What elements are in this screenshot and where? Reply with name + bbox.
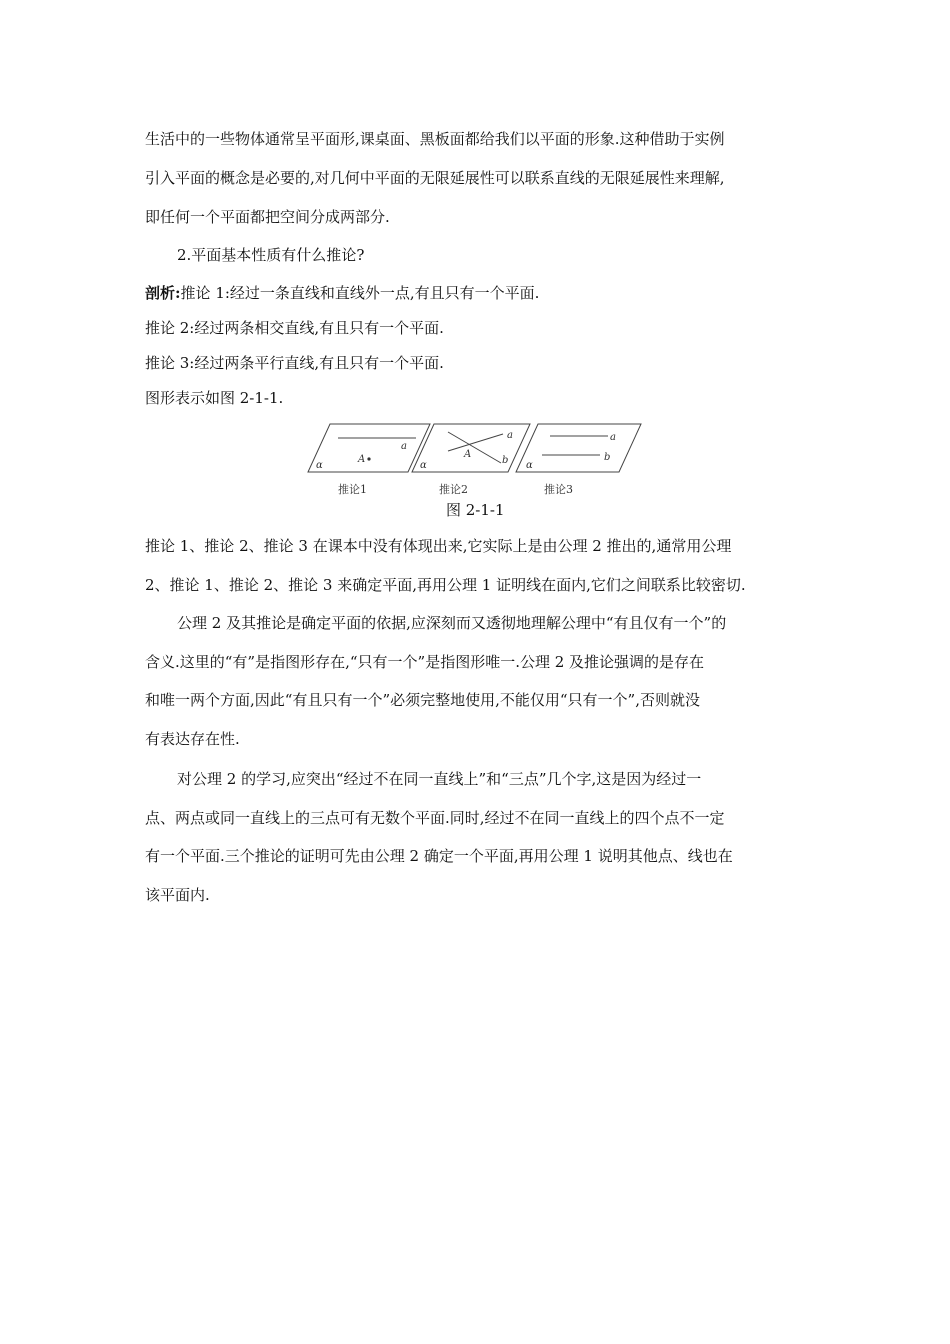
plane-1 (308, 424, 430, 472)
label-alpha-1: α (316, 460, 323, 471)
figure-caption: 图 2-1-1 (446, 501, 505, 519)
panel-name-3: 推论3 (544, 483, 573, 496)
paragraph-4-line-2: 点、两点或同一直线上的三点可有无数个平面.同时,经过不在同一直线上的四个点不一定 (145, 809, 725, 827)
label-alpha-3: α (526, 460, 533, 471)
paragraph-3-line-2: 含义.这里的“有”是指图形存在,“只有一个”是指图形唯一.公理 2 及推论强调的是存在 (145, 653, 705, 671)
label-a-3: a (610, 432, 616, 443)
label-A-2: A (464, 449, 472, 460)
paragraph-3-line-4: 有表达存在性. (145, 730, 240, 748)
corollary-diagram (300, 416, 645, 504)
paragraph-4-line-1: 对公理 2 的学习,应突出“经过不在同一直线上”和“三点”几个字,这是因为经过一 (177, 770, 702, 788)
paragraph-2-line-2: 2、推论 1、推论 2、推论 3 来确定平面,再用公理 1 证明线在面内,它们之间联系比较密切. (145, 576, 746, 594)
point-A-1 (367, 457, 370, 460)
figure-reference: 图形表示如图 2-1-1. (145, 389, 284, 407)
panel-corollary-3 (516, 424, 641, 472)
panel-name-2: 推论2 (439, 483, 468, 496)
paragraph-4-line-3: 有一个平面.三个推论的证明可先由公理 2 确定一个平面,再用公理 1 说明其他点、线也在 (145, 847, 733, 865)
corollary-figure (300, 416, 645, 504)
paragraph-1-line-2: 引入平面的概念是必要的,对几何中平面的无限延展性可以联系直线的无限延展性来理解, (145, 169, 725, 187)
paragraph-1-line-3: 即任何一个平面都把空间分成两部分. (145, 208, 390, 226)
label-A-1: A (358, 454, 366, 465)
plane-3 (516, 424, 641, 472)
label-a-2: a (507, 430, 513, 441)
analysis-label: 剖析: (145, 284, 181, 302)
label-b-2: b (502, 455, 509, 466)
corollary-3: 推论 3:经过两条平行直线,有且只有一个平面. (145, 354, 444, 372)
analysis-line (145, 283, 810, 303)
paragraph-2-line-1: 推论 1、推论 2、推论 3 在课本中没有体现出来,它实际上是由公理 2 推出的,通常用公理 (145, 537, 732, 555)
paragraph-3-line-1: 公理 2 及其推论是确定平面的依据,应深刻而又透彻地理解公理中“有且仅有一个”的 (177, 614, 727, 632)
panel-name-1: 推论1 (338, 483, 367, 496)
corollary-1: 推论 1:经过一条直线和直线外一点,有且只有一个平面. (180, 284, 540, 302)
paragraph-1-line-1: 生活中的一些物体通常呈平面形,课桌面、黑板面都给我们以平面的形象.这种借助于实例 (145, 130, 725, 148)
label-a-1: a (401, 441, 407, 452)
question-2: 2.平面基本性质有什么推论? (177, 246, 365, 264)
corollary-2: 推论 2:经过两条相交直线,有且只有一个平面. (145, 319, 444, 337)
label-alpha-2: α (420, 460, 427, 471)
paragraph-4-line-4: 该平面内. (145, 886, 210, 904)
panel-corollary-1 (308, 424, 430, 472)
paragraph-3-line-3: 和唯一两个方面,因此“有且只有一个”必须完整地使用,不能仅用“只有一个”,否则就没 (145, 691, 700, 709)
label-b-3: b (604, 452, 611, 463)
